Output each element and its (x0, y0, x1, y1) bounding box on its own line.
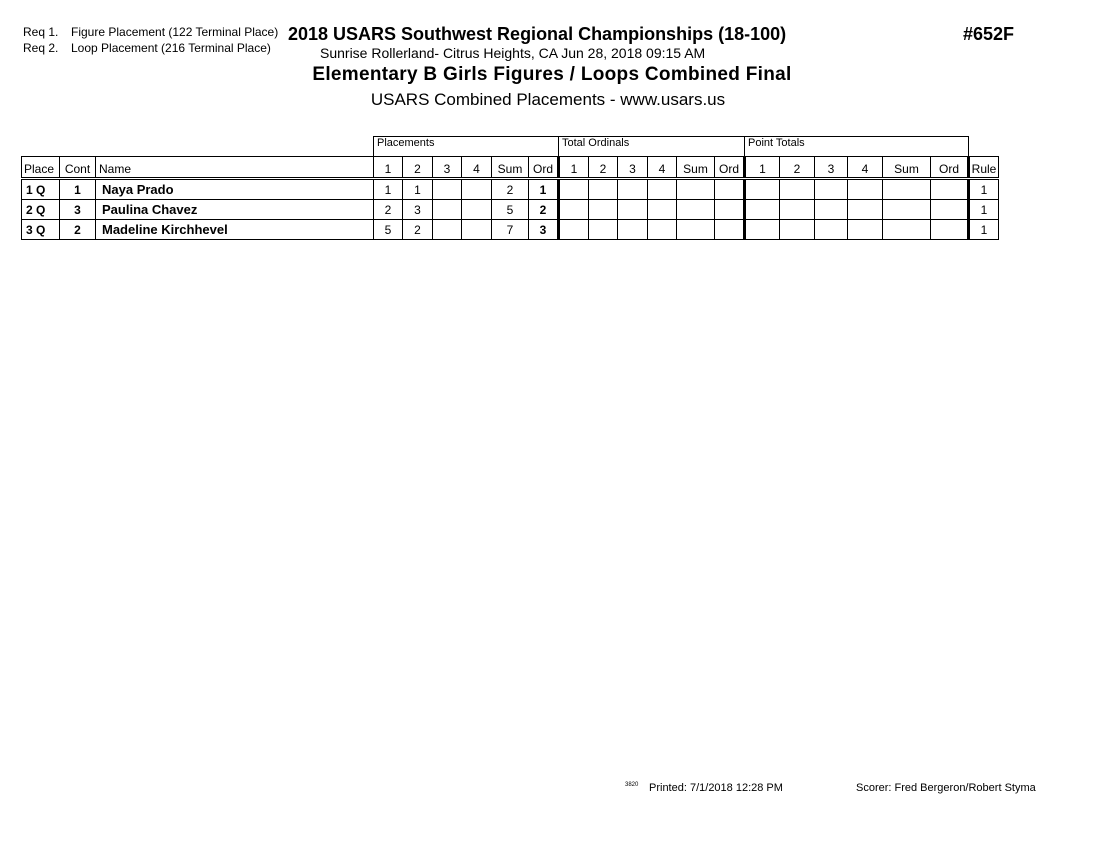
header-points-1: 1 (745, 157, 780, 179)
cell-points (780, 179, 815, 200)
event-subtitle: USARS Combined Placements - www.usars.us (370, 90, 726, 109)
cell-ordinal (618, 220, 648, 240)
requirement-number: Req 1. (23, 25, 59, 39)
cell-rule: 1 (969, 179, 999, 200)
requirement-label: Loop Placement (216 Terminal Place) (71, 41, 271, 55)
cell-points (745, 200, 780, 220)
cell-placement-2: 1 (403, 179, 433, 200)
cell-points (780, 200, 815, 220)
header-placement-4: 4 (462, 157, 492, 179)
cell-points (883, 200, 931, 220)
cell-placement-ord: 2 (529, 200, 559, 220)
cell-points (780, 220, 815, 240)
header-placement-ord: Ord (529, 157, 559, 179)
cell-placement-3 (433, 200, 462, 220)
header-ordinal-3: 3 (618, 157, 648, 179)
cell-ordinal (559, 220, 589, 240)
cell-placement-3 (433, 179, 462, 200)
cell-rule: 1 (969, 200, 999, 220)
cell-ordinal (559, 179, 589, 200)
header-ordinal-2: 2 (589, 157, 618, 179)
cell-points (745, 220, 780, 240)
column-header-row (22, 157, 999, 179)
requirement-number: Req 2. (23, 41, 59, 55)
cell-points (848, 179, 883, 200)
cell-place: 3 Q (22, 220, 60, 240)
cell-cont: 1 (60, 179, 96, 200)
header-name: Name (96, 157, 374, 179)
cell-placement-2: 3 (403, 200, 433, 220)
results-table (21, 136, 999, 240)
header-placement-sum: Sum (492, 157, 529, 179)
header-placement-1: 1 (374, 157, 403, 179)
cell-placement-4 (462, 179, 492, 200)
cell-placement-1: 2 (374, 200, 403, 220)
cell-ordinal (648, 220, 677, 240)
footer-code: 3820 (625, 782, 639, 788)
group-header-row (22, 137, 999, 157)
requirement-2 (23, 41, 271, 55)
cell-placement-3 (433, 220, 462, 240)
cell-placement-4 (462, 200, 492, 220)
cell-cont: 3 (60, 200, 96, 220)
scorer-names: Scorer: Fred Bergeron/Robert Styma (856, 782, 1036, 794)
cell-points (815, 220, 848, 240)
cell-ordinal (589, 220, 618, 240)
cell-placement-ord: 3 (529, 220, 559, 240)
header-ordinal-1: 1 (559, 157, 589, 179)
cell-ordinal (715, 179, 745, 200)
cell-ordinal (618, 200, 648, 220)
header-cont: Cont (60, 157, 96, 179)
cell-points (815, 179, 848, 200)
header-ordinal-4: 4 (648, 157, 677, 179)
header-placement-3: 3 (433, 157, 462, 179)
cell-ordinal (648, 200, 677, 220)
header-points-ord: Ord (931, 157, 969, 179)
cell-points (848, 220, 883, 240)
header-ordinal-ord: Ord (715, 157, 745, 179)
header-points-4: 4 (848, 157, 883, 179)
cell-points (931, 220, 969, 240)
header-place: Place (22, 157, 60, 179)
cell-cont: 2 (60, 220, 96, 240)
table-row (22, 220, 999, 240)
cell-place: 2 Q (22, 200, 60, 220)
header-points-3: 3 (815, 157, 848, 179)
header-ordinal-sum: Sum (677, 157, 715, 179)
cell-points (883, 179, 931, 200)
cell-points (848, 200, 883, 220)
requirement-label: Figure Placement (122 Terminal Place) (71, 25, 279, 39)
header-placement-2: 2 (403, 157, 433, 179)
championship-title: 2018 USARS Southwest Regional Championships (18-100) (288, 24, 787, 44)
cell-placement-sum: 7 (492, 220, 529, 240)
cell-ordinal (559, 200, 589, 220)
venue-date: Sunrise Rollerland- Citrus Heights, CA Jun 28, 2018 09:15 AM (320, 45, 706, 61)
cell-rule: 1 (969, 220, 999, 240)
cell-name: Madeline Kirchhevel (96, 220, 374, 240)
cell-place: 1 Q (22, 179, 60, 200)
printed-timestamp: Printed: 7/1/2018 12:28 PM (649, 782, 783, 794)
cell-ordinal (677, 200, 715, 220)
group-total-ordinals: Total Ordinals (559, 137, 745, 157)
cell-name: Paulina Chavez (96, 200, 374, 220)
cell-ordinal (677, 179, 715, 200)
header-points-2: 2 (780, 157, 815, 179)
group-point-totals: Point Totals (745, 137, 969, 157)
cell-ordinal (618, 179, 648, 200)
cell-name: Naya Prado (96, 179, 374, 200)
cell-ordinal (589, 200, 618, 220)
event-title: Elementary B Girls Figures / Loops Combined Final (312, 64, 792, 85)
cell-placement-4 (462, 220, 492, 240)
header-points-sum: Sum (883, 157, 931, 179)
cell-ordinal (715, 200, 745, 220)
cell-ordinal (648, 179, 677, 200)
cell-placement-1: 1 (374, 179, 403, 200)
cell-ordinal (715, 220, 745, 240)
cell-placement-sum: 2 (492, 179, 529, 200)
cell-points (931, 200, 969, 220)
cell-placement-1: 5 (374, 220, 403, 240)
cell-points (745, 179, 780, 200)
cell-points (931, 179, 969, 200)
cell-placement-2: 2 (403, 220, 433, 240)
group-placements: Placements (374, 137, 559, 157)
cell-placement-sum: 5 (492, 200, 529, 220)
cell-points (815, 200, 848, 220)
cell-points (883, 220, 931, 240)
table-row (22, 179, 999, 200)
header-rule: Rule (969, 157, 999, 179)
cell-placement-ord: 1 (529, 179, 559, 200)
requirement-1 (23, 25, 278, 39)
cell-ordinal (677, 220, 715, 240)
table-row (22, 200, 999, 220)
event-number: #652F (963, 24, 1015, 44)
cell-ordinal (589, 179, 618, 200)
